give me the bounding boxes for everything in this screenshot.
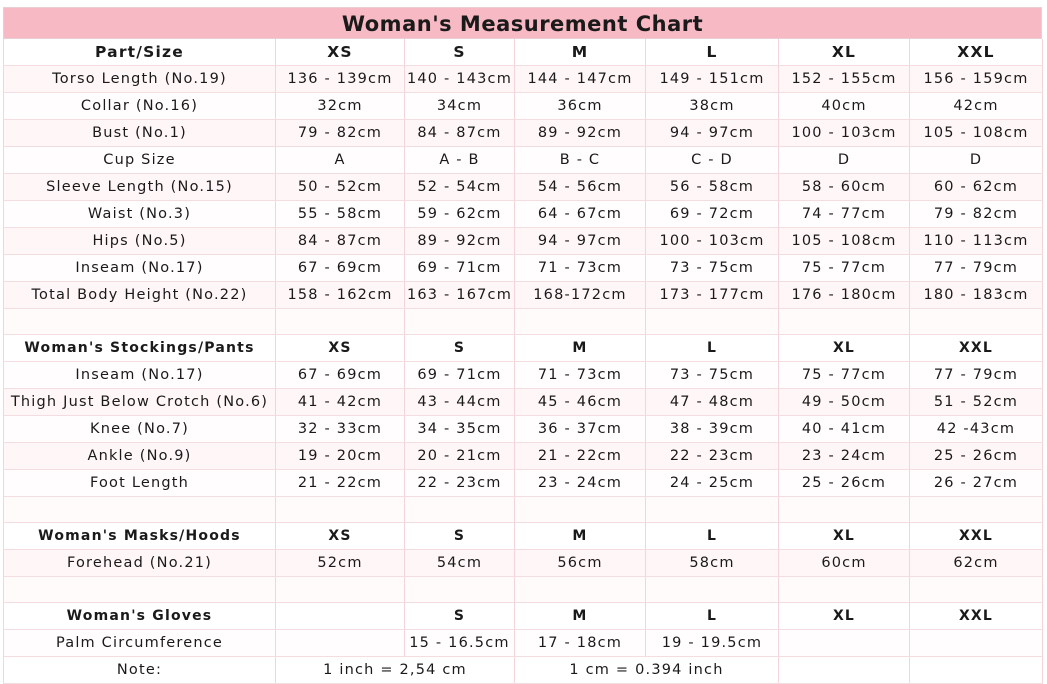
- measurement-value: 71 - 73cm: [515, 255, 646, 282]
- measurement-label: Waist (No.3): [4, 201, 276, 228]
- measurement-value: 180 - 183cm: [910, 282, 1043, 309]
- measurement-value: 45 - 46cm: [515, 389, 646, 416]
- measurement-value: 23 - 24cm: [779, 443, 910, 470]
- measurement-value: 56cm: [515, 550, 646, 577]
- size-header: XS: [276, 523, 405, 550]
- spacer-cell: [646, 577, 779, 603]
- measurement-value: 36cm: [515, 93, 646, 120]
- section-title: Woman's Masks/Hoods: [4, 523, 276, 550]
- spacer-cell: [910, 577, 1043, 603]
- measurement-value: [276, 630, 405, 657]
- measurement-value: 140 - 143cm: [405, 66, 515, 93]
- measurement-label: Thigh Just Below Crotch (No.6): [4, 389, 276, 416]
- measurement-value: 19 - 20cm: [276, 443, 405, 470]
- measurement-value: A: [276, 147, 405, 174]
- table-row: [4, 470, 1043, 497]
- measurement-value: 49 - 50cm: [779, 389, 910, 416]
- measurement-value: 62cm: [910, 550, 1043, 577]
- size-header: M: [515, 523, 646, 550]
- measurement-value: 56 - 58cm: [646, 174, 779, 201]
- table-row: [4, 255, 1043, 282]
- size-header: L: [646, 603, 779, 630]
- section-header-row: [4, 39, 1043, 66]
- measurement-label: Cup Size: [4, 147, 276, 174]
- measurement-value: 136 - 139cm: [276, 66, 405, 93]
- spacer-row: [4, 577, 1043, 603]
- measurement-value: 79 - 82cm: [276, 120, 405, 147]
- measurement-table: [3, 39, 1043, 684]
- measurement-value: D: [910, 147, 1043, 174]
- measurement-label: Torso Length (No.19): [4, 66, 276, 93]
- measurement-value: 84 - 87cm: [405, 120, 515, 147]
- measurement-value: 149 - 151cm: [646, 66, 779, 93]
- table-row: [4, 147, 1043, 174]
- measurement-value: 22 - 23cm: [405, 470, 515, 497]
- table-row: [4, 282, 1043, 309]
- measurement-value: 67 - 69cm: [276, 362, 405, 389]
- measurement-label: Knee (No.7): [4, 416, 276, 443]
- measurement-value: 71 - 73cm: [515, 362, 646, 389]
- measurement-value: 105 - 108cm: [779, 228, 910, 255]
- measurement-label: Collar (No.16): [4, 93, 276, 120]
- note-empty-cell: [779, 657, 910, 684]
- measurement-value: 38cm: [646, 93, 779, 120]
- spacer-cell: [515, 577, 646, 603]
- measurement-value: 36 - 37cm: [515, 416, 646, 443]
- measurement-label: Hips (No.5): [4, 228, 276, 255]
- measurement-value: 51 - 52cm: [910, 389, 1043, 416]
- measurement-value: 22 - 23cm: [646, 443, 779, 470]
- measurement-value: 89 - 92cm: [515, 120, 646, 147]
- size-header: [276, 603, 405, 630]
- measurement-value: 24 - 25cm: [646, 470, 779, 497]
- measurement-label: Bust (No.1): [4, 120, 276, 147]
- spacer-cell: [779, 309, 910, 335]
- note-empty-cell: [910, 657, 1043, 684]
- measurement-value: 38 - 39cm: [646, 416, 779, 443]
- measurement-value: 75 - 77cm: [779, 362, 910, 389]
- measurement-label: Inseam (No.17): [4, 255, 276, 282]
- measurement-chart: [3, 7, 1042, 684]
- table-body: [4, 39, 1043, 684]
- section-title: Woman's Stockings/Pants: [4, 335, 276, 362]
- size-header: S: [405, 335, 515, 362]
- section-header-row: [4, 523, 1043, 550]
- size-header: XS: [276, 335, 405, 362]
- size-header: M: [515, 335, 646, 362]
- measurement-value: 19 - 19.5cm: [646, 630, 779, 657]
- note-inch-to-cm: 1 inch = 2,54 cm: [276, 657, 515, 684]
- measurement-value: 77 - 79cm: [910, 362, 1043, 389]
- measurement-label: Foot Length: [4, 470, 276, 497]
- measurement-label: Inseam (No.17): [4, 362, 276, 389]
- spacer-cell: [779, 577, 910, 603]
- size-header: XS: [276, 39, 405, 66]
- measurement-value: 77 - 79cm: [910, 255, 1043, 282]
- measurement-value: 50 - 52cm: [276, 174, 405, 201]
- table-row: [4, 201, 1043, 228]
- spacer-cell: [405, 577, 515, 603]
- table-row: [4, 93, 1043, 120]
- measurement-value: 105 - 108cm: [910, 120, 1043, 147]
- measurement-value: 94 - 97cm: [515, 228, 646, 255]
- table-row: [4, 550, 1043, 577]
- spacer-cell: [515, 309, 646, 335]
- spacer-cell: [405, 309, 515, 335]
- table-row: [4, 443, 1043, 470]
- measurement-value: 158 - 162cm: [276, 282, 405, 309]
- spacer-row: [4, 497, 1043, 523]
- spacer-cell: [4, 577, 276, 603]
- measurement-value: 144 - 147cm: [515, 66, 646, 93]
- measurement-value: 26 - 27cm: [910, 470, 1043, 497]
- spacer-cell: [276, 497, 405, 523]
- spacer-cell: [910, 309, 1043, 335]
- measurement-value: 110 - 113cm: [910, 228, 1043, 255]
- measurement-value: 89 - 92cm: [405, 228, 515, 255]
- spacer-cell: [646, 497, 779, 523]
- spacer-cell: [4, 497, 276, 523]
- spacer-cell: [4, 309, 276, 335]
- measurement-label: Ankle (No.9): [4, 443, 276, 470]
- measurement-value: 43 - 44cm: [405, 389, 515, 416]
- measurement-value: A - B: [405, 147, 515, 174]
- measurement-value: 52cm: [276, 550, 405, 577]
- size-header: XL: [779, 335, 910, 362]
- size-header: S: [405, 603, 515, 630]
- size-header: S: [405, 523, 515, 550]
- measurement-value: 40 - 41cm: [779, 416, 910, 443]
- measurement-value: 21 - 22cm: [276, 470, 405, 497]
- measurement-value: [910, 630, 1043, 657]
- measurement-value: 17 - 18cm: [515, 630, 646, 657]
- measurement-value: 75 - 77cm: [779, 255, 910, 282]
- measurement-value: 58cm: [646, 550, 779, 577]
- measurement-value: 69 - 71cm: [405, 255, 515, 282]
- measurement-value: 60 - 62cm: [910, 174, 1043, 201]
- measurement-value: C - D: [646, 147, 779, 174]
- measurement-value: 69 - 71cm: [405, 362, 515, 389]
- measurement-value: 52 - 54cm: [405, 174, 515, 201]
- measurement-value: 173 - 177cm: [646, 282, 779, 309]
- measurement-value: 15 - 16.5cm: [405, 630, 515, 657]
- measurement-value: 94 - 97cm: [646, 120, 779, 147]
- measurement-value: 42cm: [910, 93, 1043, 120]
- measurement-label: Sleeve Length (No.15): [4, 174, 276, 201]
- size-header: M: [515, 39, 646, 66]
- measurement-value: 74 - 77cm: [779, 201, 910, 228]
- measurement-value: 40cm: [779, 93, 910, 120]
- section-title: Woman's Gloves: [4, 603, 276, 630]
- table-row: [4, 174, 1043, 201]
- measurement-value: 58 - 60cm: [779, 174, 910, 201]
- size-header: XL: [779, 523, 910, 550]
- measurement-label: Total Body Height (No.22): [4, 282, 276, 309]
- table-row: [4, 120, 1043, 147]
- table-row: [4, 362, 1043, 389]
- section-title: Part/Size: [4, 39, 276, 66]
- table-row: [4, 630, 1043, 657]
- measurement-value: 32cm: [276, 93, 405, 120]
- chart-title: Woman's Measurement Chart: [3, 7, 1042, 39]
- measurement-value: 55 - 58cm: [276, 201, 405, 228]
- measurement-value: 32 - 33cm: [276, 416, 405, 443]
- size-header: XXL: [910, 523, 1043, 550]
- measurement-value: 25 - 26cm: [910, 443, 1043, 470]
- measurement-value: 20 - 21cm: [405, 443, 515, 470]
- measurement-label: Palm Circumference: [4, 630, 276, 657]
- size-header: XL: [779, 603, 910, 630]
- table-row: [4, 389, 1043, 416]
- measurement-value: 23 - 24cm: [515, 470, 646, 497]
- measurement-value: 54cm: [405, 550, 515, 577]
- measurement-value: 59 - 62cm: [405, 201, 515, 228]
- size-header: S: [405, 39, 515, 66]
- measurement-value: 168-172cm: [515, 282, 646, 309]
- spacer-cell: [405, 497, 515, 523]
- measurement-value: 42 -43cm: [910, 416, 1043, 443]
- size-header: XXL: [910, 603, 1043, 630]
- measurement-value: 34cm: [405, 93, 515, 120]
- measurement-value: 100 - 103cm: [646, 228, 779, 255]
- measurement-value: 79 - 82cm: [910, 201, 1043, 228]
- spacer-cell: [779, 497, 910, 523]
- table-row: [4, 66, 1043, 93]
- measurement-value: 64 - 67cm: [515, 201, 646, 228]
- measurement-value: 69 - 72cm: [646, 201, 779, 228]
- note-row: [4, 657, 1043, 684]
- section-header-row: [4, 335, 1043, 362]
- spacer-cell: [276, 309, 405, 335]
- table-row: [4, 228, 1043, 255]
- size-header: L: [646, 523, 779, 550]
- size-header: M: [515, 603, 646, 630]
- spacer-cell: [910, 497, 1043, 523]
- measurement-value: D: [779, 147, 910, 174]
- measurement-label: Forehead (No.21): [4, 550, 276, 577]
- measurement-value: 73 - 75cm: [646, 255, 779, 282]
- size-header: XXL: [910, 335, 1043, 362]
- spacer-cell: [515, 497, 646, 523]
- measurement-value: [779, 630, 910, 657]
- section-header-row: [4, 603, 1043, 630]
- size-header: XXL: [910, 39, 1043, 66]
- measurement-value: 34 - 35cm: [405, 416, 515, 443]
- measurement-value: 100 - 103cm: [779, 120, 910, 147]
- measurement-value: B - C: [515, 147, 646, 174]
- measurement-value: 21 - 22cm: [515, 443, 646, 470]
- size-header: L: [646, 39, 779, 66]
- measurement-value: 73 - 75cm: [646, 362, 779, 389]
- measurement-value: 67 - 69cm: [276, 255, 405, 282]
- measurement-value: 25 - 26cm: [779, 470, 910, 497]
- measurement-value: 54 - 56cm: [515, 174, 646, 201]
- table-row: [4, 416, 1043, 443]
- measurement-value: 84 - 87cm: [276, 228, 405, 255]
- note-label: Note:: [4, 657, 276, 684]
- measurement-value: 60cm: [779, 550, 910, 577]
- size-header: XL: [779, 39, 910, 66]
- spacer-cell: [276, 577, 405, 603]
- measurement-value: 152 - 155cm: [779, 66, 910, 93]
- size-header: L: [646, 335, 779, 362]
- measurement-value: 176 - 180cm: [779, 282, 910, 309]
- note-cm-to-inch: 1 cm = 0.394 inch: [515, 657, 779, 684]
- measurement-value: 47 - 48cm: [646, 389, 779, 416]
- spacer-row: [4, 309, 1043, 335]
- measurement-value: 41 - 42cm: [276, 389, 405, 416]
- measurement-value: 156 - 159cm: [910, 66, 1043, 93]
- measurement-value: 163 - 167cm: [405, 282, 515, 309]
- spacer-cell: [646, 309, 779, 335]
